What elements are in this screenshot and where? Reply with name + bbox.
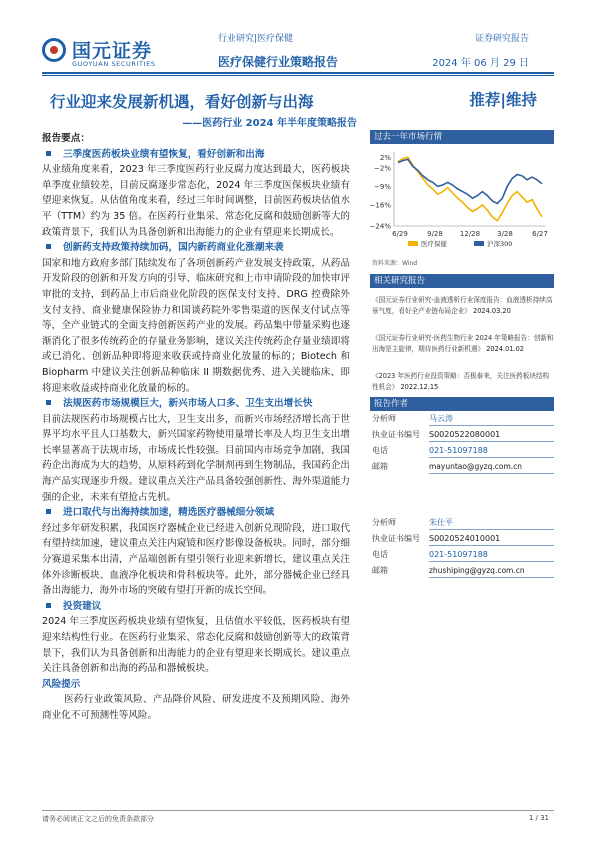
y-tick-label: 2% — [379, 153, 391, 162]
footer-disclaimer: 请务必阅读正文之后的免责条款部分 — [42, 815, 154, 823]
summary-column — [42, 131, 350, 724]
bullet-icon — [46, 151, 51, 156]
x-tick-label: 3/28 — [497, 230, 513, 238]
section-body: 经过多年研发积累，我国医疗器械企业已经进入创新兑现阶段，进口取代有望持续加速，建议重点关注内窥镜和医疗影像设备板块。同时，部分细分赛道采集本出清，产品端创新有望引领行业迎来新增长，建议重点关注体外诊断板块、血液净化板块和骨科板块等。此外，部分器械企业已经具备出海能力，海外市场的突破有望打开新的成长空间。 — [42, 522, 350, 597]
y-tick-label: −24% — [369, 222, 391, 231]
section-heading: 创新药支持政策持续加码，国内新药商业化涨潮来袭 — [42, 240, 350, 256]
related-report: 《国元证券行业研究-医药生物行业 2024 年策略报告：创新和出海是主旋律，期待医药行业新机遇》 2024.01.02 — [372, 334, 554, 353]
series-line — [398, 157, 542, 220]
invest-body: 2024 年三季度医药板块业绩有望恢复，且估值水平较低，医药板块有望迎来结构性行业。在医药行业集采、常态化反腐和鼓励创新等大的政策背景下，我们认为具备创新和出海能力的企业有望迎来长期成长。建议重点关注具备创新和出海的药品和器械板块。 — [42, 616, 350, 675]
logo-text: 国元证券 — [72, 40, 153, 62]
legend-label: 医疗保健 — [421, 240, 447, 248]
series-line — [398, 159, 542, 203]
section-heading: 三季度医药板块业绩有望恢复，看好创新和出海 — [42, 147, 350, 163]
subtitle: ——医药行业 2024 年半年度策略报告 — [182, 118, 357, 129]
risk-body: 医药行业政策风险、产品降价风险、研发进度不及预期风险、海外商业化不可预测性等风险。 — [42, 694, 350, 721]
risk-heading: 风险提示 — [42, 678, 81, 690]
report-date: 2024 年 06 月 29 日 — [432, 58, 529, 69]
analyst-cert-row: 执业证书编号 S0020524010001 — [372, 534, 501, 543]
section-body: 目前法规医药市场规模占比大，卫生支出多，而新兴市场经济增长高于世界平均水平且人口基数大，新兴国家药物使用量增长率及人均卫生支出增长率显著高于法规市场，市场成长性较强。目前国内市场竞争加剧，我国药企出海成为大的趋势，从原料药到化学制剂再到生物制品，我国药企出海产品实现逐步升级。建议重点关注产品具备较强创新性、海外渠道能力强的企业，未来有望抢占先机。 — [42, 413, 350, 503]
section-body: 国家和地方政府多部门陆续发布了各项创新药产业发展支持政策，从药品开发阶段的创新和开发方向的引导、临床研究和上市申请阶段的加快审评审批的支持，到药品上市后商业化阶段的医保支付支持、DRG 控费除外支付支持、商业健康保险协力和国谈药院外零售渠道的医保支付试点等等，全产业链式的全面支持创新医药产业的发展。药品集中带量采购也逐渐消化了很多传统药企的存量业务影响，建议关注传统药企存量业绩即将或已消化、创新品种即将迎来收获或持商业化放量的标的；Biotech 和 Biopharm 中建议关注创新品种临床 II 期数据优秀、进入关键临床、即将迎来收益或持商业化放量的标的。 — [42, 257, 350, 394]
header-rule-thin — [42, 75, 554, 76]
page-number: 1 / 31 — [528, 814, 549, 822]
rating: 推荐|维持 — [469, 91, 537, 109]
authors-title-bar: 报告作者 — [370, 397, 554, 411]
analyst-row: 分析师 朱仕平 — [372, 518, 453, 527]
header-rule — [42, 72, 554, 74]
analyst-email-row: 邮箱 mayuntao@gyzq.com.cn — [372, 460, 554, 474]
chart-source: 资料来源：Wind — [372, 260, 418, 267]
analyst-phone-row: 电话 021-51097188 — [372, 446, 488, 455]
chart-title-bar: 过去一年市场行情 — [370, 130, 554, 144]
analyst-email-row: 邮箱 zhushiping@gyzq.com.cn — [372, 564, 554, 578]
related-title-bar: 相关研究报告 — [370, 274, 554, 288]
email-link[interactable]: mayuntao@gyzq.com.cn — [429, 462, 523, 471]
section-body: 从业绩角度来看，2023 年三季度医药行业反腐力度达到最大，医药板块单季度业绩较差，目前反腐逐步常态化，2024 年三季度医保板块业绩有望迎来恢复。从估值角度来看，经过三年时间调整，目前医药板块估值水平（TTM）约为 35 倍。在医药行业集采、常态化反腐和鼓励创新等大的政策背景下，我们认为具备创新和出海能力的企业有望迎来长期成长。 — [42, 164, 350, 238]
email-link[interactable]: zhushiping@gyzq.com.cn — [429, 566, 525, 575]
report-category: 行业研究|医疗保健 — [218, 34, 294, 44]
bullet-icon — [46, 244, 51, 249]
footer-rule — [42, 810, 554, 811]
analyst-row: 分析师 马云涛 — [372, 414, 453, 423]
y-tick-label: −16% — [369, 201, 391, 210]
summary-label: 报告要点： — [42, 133, 90, 144]
legend-swatch — [474, 241, 484, 246]
bullet-icon — [46, 400, 51, 405]
x-tick-label: 9/28 — [427, 230, 443, 238]
market-chart — [368, 146, 554, 254]
bullet-icon — [46, 603, 51, 608]
headline: 行业迎来发展新机遇，看好创新与出海 — [50, 92, 314, 111]
y-tick-label: −9% — [374, 182, 391, 191]
related-report: 《国元证券行业研究-血液透析行业深度报告：血液透析持续高景气度，看好全产业链布局企业》 2024.03.20 — [372, 296, 553, 315]
legend-label: 沪深300 — [487, 240, 513, 248]
x-tick-label: 6/27 — [532, 230, 548, 238]
related-report: 《2023 年医药行业投资策略：否极泰来，关注医药板块结构性机会》 2022.12.15 — [372, 372, 550, 391]
section-heading: 投资建议 — [42, 599, 350, 615]
x-tick-label: 6/29 — [392, 230, 408, 238]
section-heading: 进口取代与出海持续加速，精选医疗器械细分领域 — [42, 505, 350, 521]
section-heading: 法规医药市场规模巨大，新兴市场人口多、卫生支出增长快 — [42, 396, 350, 412]
report-title: 医疗保健行业策略报告 — [218, 55, 339, 69]
legend-swatch — [408, 241, 418, 246]
logo-mark-icon — [42, 38, 66, 62]
logo-english: GUOYUAN SECURITIES — [72, 60, 156, 68]
y-tick-label: −2% — [374, 164, 391, 173]
analyst-phone-row: 电话 021-51097188 — [372, 550, 488, 559]
analyst-cert-row: 执业证书编号 S0020522080001 — [372, 430, 501, 439]
report-kind: 证券研究报告 — [474, 34, 529, 44]
x-tick-label: 12/28 — [459, 230, 481, 238]
bullet-icon — [46, 509, 51, 514]
